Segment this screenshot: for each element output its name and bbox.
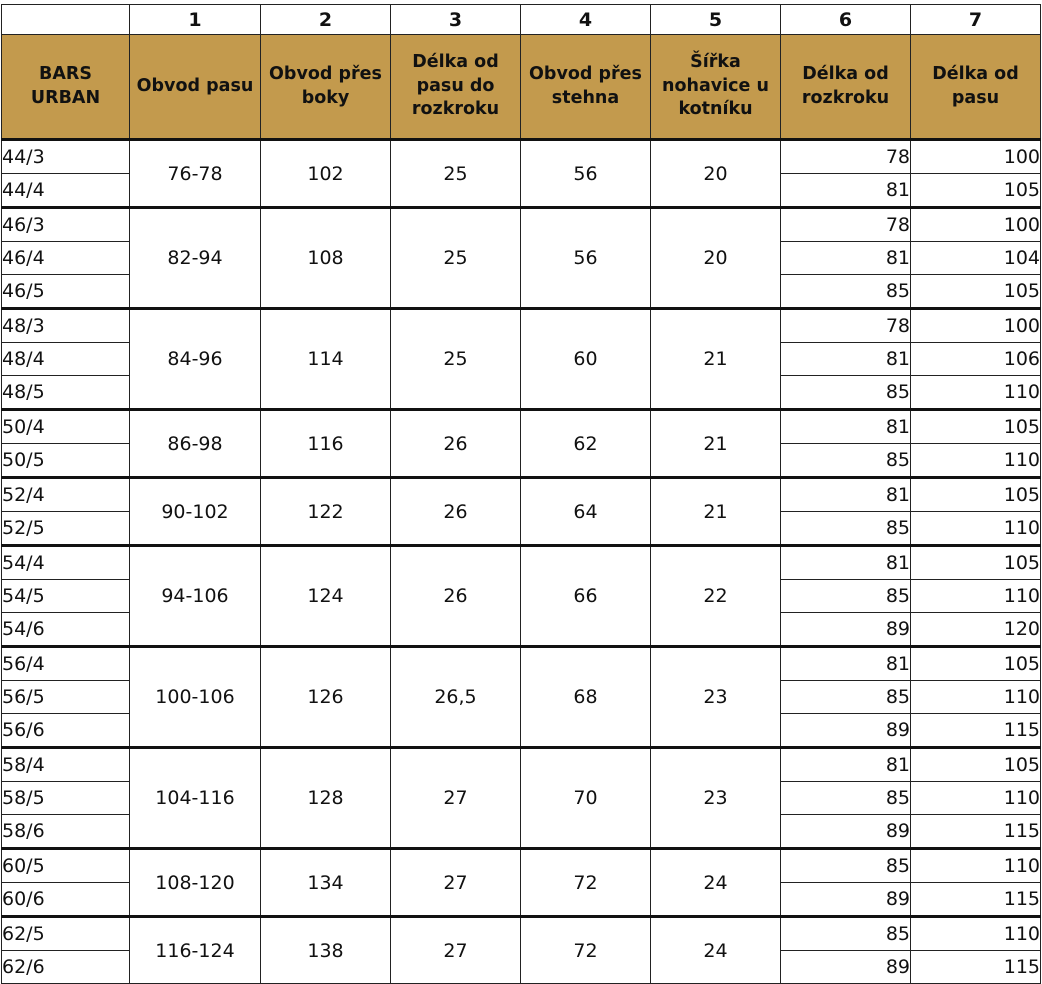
ankle-cell: 21 <box>651 410 781 478</box>
length-cell: 115 <box>911 714 1041 748</box>
hips-cell: 128 <box>261 748 391 849</box>
hips-cell: 116 <box>261 410 391 478</box>
size-cell: 58/5 <box>2 782 130 815</box>
size-cell: 56/5 <box>2 681 130 714</box>
waist-cell: 86-98 <box>130 410 261 478</box>
hips-cell: 138 <box>261 917 391 984</box>
inseam-cell: 78 <box>781 140 911 174</box>
column-number: 7 <box>911 5 1041 35</box>
table-row <box>2 140 1041 174</box>
length-cell: 110 <box>911 782 1041 815</box>
length-cell: 105 <box>911 748 1041 782</box>
inseam-cell: 85 <box>781 275 911 309</box>
length-cell: 105 <box>911 546 1041 580</box>
thigh-cell: 68 <box>521 647 651 748</box>
size-cell: 52/4 <box>2 478 130 512</box>
column-number: 4 <box>521 5 651 35</box>
header-inseam: Délka od rozkroku <box>781 35 911 140</box>
length-cell: 105 <box>911 275 1041 309</box>
ankle-cell: 21 <box>651 478 781 546</box>
table-row <box>2 748 1041 782</box>
size-cell: 56/6 <box>2 714 130 748</box>
size-cell: 54/5 <box>2 580 130 613</box>
size-cell: 48/3 <box>2 309 130 343</box>
inseam-cell: 81 <box>781 478 911 512</box>
ankle-cell: 22 <box>651 546 781 647</box>
length-cell: 110 <box>911 681 1041 714</box>
thigh-cell: 64 <box>521 478 651 546</box>
inseam-cell: 78 <box>781 309 911 343</box>
length-cell: 110 <box>911 580 1041 613</box>
length-cell: 105 <box>911 410 1041 444</box>
hips-cell: 108 <box>261 208 391 309</box>
inseam-cell: 85 <box>781 849 911 883</box>
length-cell: 110 <box>911 917 1041 951</box>
thigh-cell: 72 <box>521 917 651 984</box>
thigh-cell: 70 <box>521 748 651 849</box>
ankle-cell: 20 <box>651 140 781 208</box>
header-hips: Obvod přes boky <box>261 35 391 140</box>
table-row <box>2 410 1041 444</box>
header-thigh: Obvod přes stehna <box>521 35 651 140</box>
inseam-cell: 85 <box>781 681 911 714</box>
size-cell: 50/5 <box>2 444 130 478</box>
length-cell: 115 <box>911 951 1041 984</box>
rise-cell: 26 <box>391 546 521 647</box>
rise-cell: 27 <box>391 917 521 984</box>
inseam-cell: 81 <box>781 647 911 681</box>
thigh-cell: 72 <box>521 849 651 917</box>
table-row <box>2 917 1041 951</box>
inseam-cell: 89 <box>781 883 911 917</box>
inseam-cell: 81 <box>781 343 911 376</box>
rise-cell: 26 <box>391 410 521 478</box>
column-number: 1 <box>130 5 261 35</box>
length-cell: 105 <box>911 174 1041 208</box>
inseam-cell: 85 <box>781 917 911 951</box>
length-cell: 105 <box>911 647 1041 681</box>
header-ankle-width: Šířka nohavice u kotníku <box>651 35 781 140</box>
ankle-cell: 24 <box>651 917 781 984</box>
waist-cell: 116-124 <box>130 917 261 984</box>
column-number: 6 <box>781 5 911 35</box>
ankle-cell: 20 <box>651 208 781 309</box>
length-cell: 104 <box>911 242 1041 275</box>
size-cell: 50/4 <box>2 410 130 444</box>
hips-cell: 134 <box>261 849 391 917</box>
length-cell: 110 <box>911 376 1041 410</box>
inseam-cell: 81 <box>781 410 911 444</box>
inseam-cell: 89 <box>781 815 911 849</box>
header-rise: Délka od pasu do rozkroku <box>391 35 521 140</box>
column-number-row <box>2 5 1041 35</box>
inseam-cell: 81 <box>781 748 911 782</box>
inseam-cell: 89 <box>781 951 911 984</box>
size-cell: 54/4 <box>2 546 130 580</box>
size-cell: 54/6 <box>2 613 130 647</box>
waist-cell: 82-94 <box>130 208 261 309</box>
inseam-cell: 85 <box>781 782 911 815</box>
table-row <box>2 478 1041 512</box>
rise-cell: 27 <box>391 748 521 849</box>
length-cell: 120 <box>911 613 1041 647</box>
length-cell: 100 <box>911 309 1041 343</box>
inseam-cell: 81 <box>781 546 911 580</box>
hips-cell: 126 <box>261 647 391 748</box>
column-number: 5 <box>651 5 781 35</box>
rise-cell: 26 <box>391 478 521 546</box>
size-cell: 62/6 <box>2 951 130 984</box>
size-cell: 46/4 <box>2 242 130 275</box>
header-row <box>2 35 1041 140</box>
size-cell: 58/6 <box>2 815 130 849</box>
size-cell: 46/5 <box>2 275 130 309</box>
size-cell: 60/6 <box>2 883 130 917</box>
table-row <box>2 849 1041 883</box>
thigh-cell: 60 <box>521 309 651 410</box>
waist-cell: 104-116 <box>130 748 261 849</box>
size-cell: 56/4 <box>2 647 130 681</box>
hips-cell: 114 <box>261 309 391 410</box>
size-cell: 52/5 <box>2 512 130 546</box>
length-cell: 100 <box>911 140 1041 174</box>
inseam-cell: 81 <box>781 242 911 275</box>
table-row <box>2 546 1041 580</box>
size-rows <box>2 140 1041 984</box>
size-cell: 58/4 <box>2 748 130 782</box>
ankle-cell: 24 <box>651 849 781 917</box>
column-number-blank <box>2 5 130 35</box>
ankle-cell: 23 <box>651 647 781 748</box>
thigh-cell: 56 <box>521 140 651 208</box>
rise-cell: 27 <box>391 849 521 917</box>
inseam-cell: 85 <box>781 580 911 613</box>
length-cell: 110 <box>911 444 1041 478</box>
waist-cell: 94-106 <box>130 546 261 647</box>
size-cell: 46/3 <box>2 208 130 242</box>
inseam-cell: 78 <box>781 208 911 242</box>
table-row <box>2 208 1041 242</box>
size-cell: 62/5 <box>2 917 130 951</box>
table-row <box>2 647 1041 681</box>
header-waist: Obvod pasu <box>130 35 261 140</box>
header-brand: BARS URBAN <box>2 35 130 140</box>
inseam-cell: 89 <box>781 714 911 748</box>
size-cell: 44/4 <box>2 174 130 208</box>
rise-cell: 25 <box>391 208 521 309</box>
rise-cell: 25 <box>391 309 521 410</box>
length-cell: 110 <box>911 512 1041 546</box>
inseam-cell: 85 <box>781 444 911 478</box>
rise-cell: 25 <box>391 140 521 208</box>
inseam-cell: 85 <box>781 376 911 410</box>
length-cell: 106 <box>911 343 1041 376</box>
hips-cell: 122 <box>261 478 391 546</box>
length-cell: 105 <box>911 478 1041 512</box>
length-cell: 115 <box>911 883 1041 917</box>
thigh-cell: 62 <box>521 410 651 478</box>
size-cell: 60/5 <box>2 849 130 883</box>
waist-cell: 108-120 <box>130 849 261 917</box>
length-cell: 100 <box>911 208 1041 242</box>
waist-cell: 100-106 <box>130 647 261 748</box>
waist-cell: 76-78 <box>130 140 261 208</box>
size-chart-table <box>1 4 1041 984</box>
size-cell: 48/5 <box>2 376 130 410</box>
column-number: 3 <box>391 5 521 35</box>
size-cell: 44/3 <box>2 140 130 174</box>
header-total-length: Délka od pasu <box>911 35 1041 140</box>
size-cell: 48/4 <box>2 343 130 376</box>
rise-cell: 26,5 <box>391 647 521 748</box>
hips-cell: 102 <box>261 140 391 208</box>
column-number: 2 <box>261 5 391 35</box>
length-cell: 115 <box>911 815 1041 849</box>
length-cell: 110 <box>911 849 1041 883</box>
inseam-cell: 81 <box>781 174 911 208</box>
ankle-cell: 23 <box>651 748 781 849</box>
thigh-cell: 66 <box>521 546 651 647</box>
thigh-cell: 56 <box>521 208 651 309</box>
inseam-cell: 85 <box>781 512 911 546</box>
waist-cell: 90-102 <box>130 478 261 546</box>
ankle-cell: 21 <box>651 309 781 410</box>
table-row <box>2 309 1041 343</box>
hips-cell: 124 <box>261 546 391 647</box>
waist-cell: 84-96 <box>130 309 261 410</box>
inseam-cell: 89 <box>781 613 911 647</box>
